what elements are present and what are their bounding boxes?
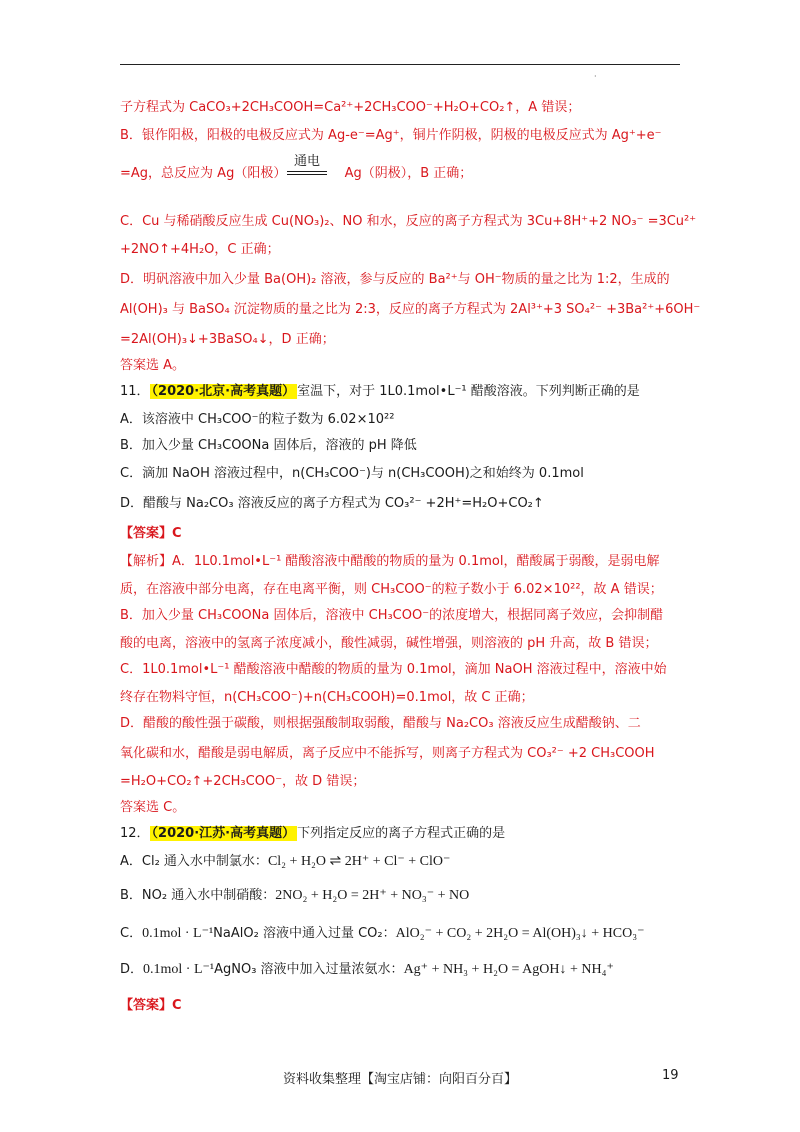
option-text: NaAlO₂ 溶液中通入过量 CO₂： <box>213 926 396 941</box>
equation: Cl₂ + H₂O ⇌ 2H⁺ + Cl⁻ + ClO⁻ <box>267 854 451 869</box>
explanation-line: B．银作阳极，阳极的电极反应式为 Ag-e⁻=Ag⁺，铜片作阴极，阴极的电极反应式为 Ag⁺+e⁻ <box>120 128 662 143</box>
equation-left: =Ag，总反应为 Ag（阳极） <box>120 166 287 181</box>
option-label: C． <box>120 926 143 941</box>
explanation-line: Al(OH)₃ 与 BaSO₄ 沉淀物质的量之比为 2:3，反应的离子方程式为 2Al³⁺+3 SO₄²⁻ +3Ba²⁺+6OH⁻ <box>120 302 701 317</box>
option-text: AgNO₃ 溶液中加入过量浓氨水： <box>214 962 404 977</box>
arrow-bars <box>287 171 327 175</box>
concentration: 0.1mol · L⁻¹ <box>143 962 215 977</box>
option-label: D． <box>120 962 144 977</box>
equation: Ag⁺ + NH₃ + H₂O = AgOH↓ + NH₄⁺ <box>403 962 614 977</box>
option-a: A．该溶液中 CH₃COO⁻的粒子数为 6.02×10²² <box>120 412 395 427</box>
footer-text: 资料收集整理【淘宝店铺：向阳百分百】 <box>282 1072 517 1087</box>
explanation-line: D．醋酸的酸性强于碳酸，则根据强酸制取弱酸，醋酸与 Na₂CO₃ 溶液反应生成醋酸钠、二 <box>120 716 641 731</box>
answer-choice-line: 答案选 A。 <box>120 358 186 373</box>
option-a <box>120 852 450 872</box>
option-b: B．加入少量 CH₃COONa 固体后，溶液的 pH 降低 <box>120 438 417 453</box>
question-11 <box>120 382 640 402</box>
concentration: 0.1mol · L⁻¹ <box>142 926 214 941</box>
question-text: 下列指定反应的离子方程式正确的是 <box>297 826 506 841</box>
equation-right: Ag（阴极），B 正确； <box>344 166 473 181</box>
source-tag: （2020·北京·高考真题） <box>151 384 296 399</box>
option-b <box>120 886 469 906</box>
option-text: A．Cl₂ 通入水中制氯水： <box>120 854 268 869</box>
page-number: 19 <box>662 1068 679 1083</box>
explanation-line: B．加入少量 CH₃COONa 固体后，溶液中 CH₃COO⁻的浓度增大，根据同离子效应，会抑制醋 <box>120 608 664 623</box>
equation: 2NO₂ + H₂O = 2H⁺ + NO₃⁻ + NO <box>275 888 470 903</box>
answer-label: 【答案】C <box>120 526 182 541</box>
header-rule <box>120 64 680 65</box>
option-d <box>120 960 614 980</box>
explanation-line: 终存在物料守恒，n(CH₃COO⁻)+n(CH₃COOH)=0.1mol，故 C 正确； <box>120 690 534 705</box>
equation: AlO₂⁻ + CO₂ + 2H₂O = Al(OH)₃↓ + HCO₃⁻ <box>395 926 645 941</box>
option-c: C．滴加 NaOH 溶液过程中，n(CH₃COO⁻)与 n(CH₃COOH)之和始终为 0.1mol <box>120 466 584 481</box>
question-number: 11． <box>120 384 150 399</box>
explanation-line: C．Cu 与稀硝酸反应生成 Cu(NO₃)₂、NO 和水，反应的离子方程式为 3Cu+8H⁺+2 NO₃⁻ =3Cu²⁺ <box>120 214 697 229</box>
explanation-line: 氧化碳和水，醋酸是弱电解质，离子反应中不能拆写，则离子方程式为 CO₃²⁻ +2 CH₃COOH <box>120 746 655 761</box>
option-d: D．醋酸与 Na₂CO₃ 溶液反应的离子方程式为 CO₃²⁻ +2H⁺=H₂O+CO₂↑ <box>120 496 544 511</box>
explanation-line: =H₂O+CO₂↑+2CH₃COO⁻，故 D 错误； <box>120 774 366 789</box>
header-dot: · <box>594 72 597 81</box>
explanation-line: D．明矾溶液中加入少量 Ba(OH)₂ 溶液，参与反应的 Ba²⁺与 OH⁻物质的量之比为 1:2，生成的 <box>120 272 670 287</box>
answer-label: 【答案】C <box>120 998 182 1013</box>
question-text: 室温下，对于 1L0.1mol•L⁻¹ 醋酸溶液。下列判断正确的是 <box>297 384 640 399</box>
explanation-line: 子方程式为 CaCO₃+2CH₃COOH=Ca²⁺+2CH₃COO⁻+H₂O+CO₂↑，A 错误； <box>120 100 581 115</box>
explanation-line: =2Al(OH)₃↓+3BaSO₄↓，D 正确； <box>120 332 335 347</box>
question-12 <box>120 824 505 844</box>
explanation-line: +2NO↑+4H₂O，C 正确； <box>120 242 280 257</box>
explanation-line: 【解析】A．1L0.1mol•L⁻¹ 醋酸溶液中醋酸的物质的量为 0.1mol，醋酸属于弱酸，是弱电解 <box>120 554 660 569</box>
arrow-label: 通电 <box>293 154 320 169</box>
explanation-line: 酸的电离，溶液中的氢离子浓度减小，酸性减弱，碱性增强，则溶液的 pH 升高，故 B 错误； <box>120 636 658 651</box>
option-text: B．NO₂ 通入水中制硝酸： <box>120 888 276 903</box>
option-c <box>120 924 645 944</box>
source-tag: （2020·江苏·高考真题） <box>151 826 296 841</box>
question-number: 12． <box>120 826 150 841</box>
explanation-line: C．1L0.1mol•L⁻¹ 醋酸溶液中醋酸的物质的量为 0.1mol，滴加 NaOH 溶液过程中，溶液中始 <box>120 662 667 677</box>
explanation-line: 质，在溶液中部分电离，存在电离平衡，则 CH₃COO⁻的粒子数小于 6.02×10²²，故 A 错误； <box>120 582 663 597</box>
answer-choice-line: 答案选 C。 <box>120 800 186 815</box>
electrolysis-arrow <box>287 150 327 175</box>
